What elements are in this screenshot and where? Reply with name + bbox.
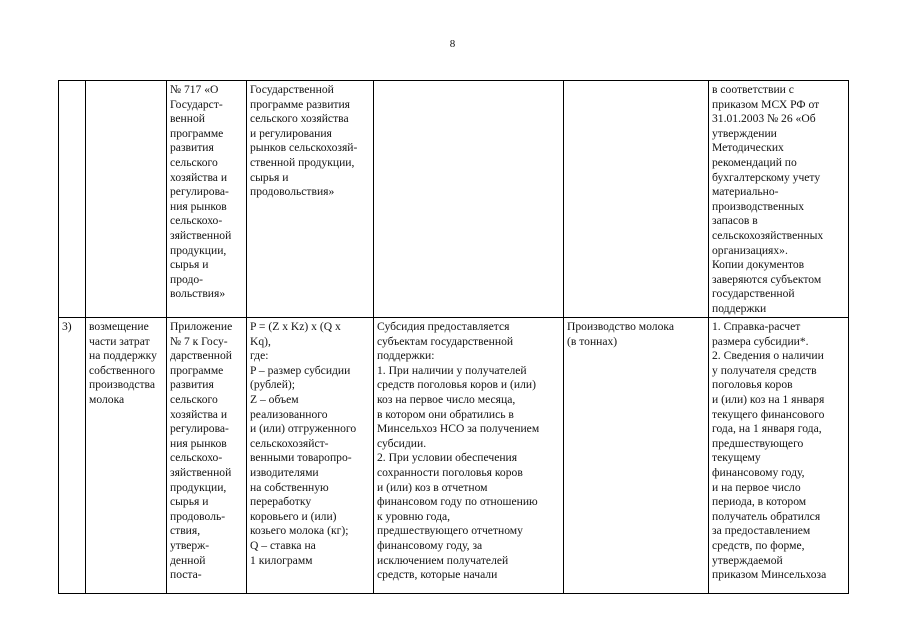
cell-line: № 717 «О [170, 83, 219, 96]
cell-line: приказом Минсельхоза [712, 568, 827, 582]
cell-line: текущему [712, 451, 761, 465]
cell-line: коровьего и (или) [250, 509, 337, 523]
cell-line: продукции, [170, 243, 227, 257]
cell-line: исключением получателей [377, 553, 509, 567]
cell-line: получатель обратился [712, 509, 821, 523]
cell-line: рынков сельскохозяй- [250, 141, 358, 155]
cell-line: части затрат [89, 334, 150, 348]
cell-line: поддержки: [377, 349, 435, 363]
cell-line: средств поголовья коров и (или) [377, 378, 536, 392]
cell-line: сельского [170, 392, 218, 406]
cell-line: 1 килограмм [250, 553, 313, 567]
cell-line: сельскохо- [170, 214, 223, 228]
cell-line: развития [170, 141, 214, 155]
cell-line: Q – ставка на [250, 538, 316, 552]
cell-line: развития [170, 378, 214, 392]
cell-line: бухгалтерскому учету [712, 170, 821, 184]
cell-line: и (или) отгруженного [250, 422, 357, 436]
cell-line: размера субсидии*. [712, 334, 809, 348]
cell-line: программе [170, 363, 224, 377]
subsidy-table [58, 80, 849, 594]
cell-line: коз на первое число месяца, [377, 392, 516, 406]
cell-line: Государственной [250, 83, 334, 96]
cell-line: производства [89, 378, 156, 392]
cell-line: производственных [712, 199, 805, 213]
cell-line: предшествующего отчетному [377, 524, 523, 538]
cell-line: хозяйства и [170, 170, 228, 184]
cell-line: к уровню года, [377, 509, 451, 523]
cell-line: возмещение [89, 320, 149, 333]
cell-line: молока [89, 392, 125, 406]
cell-line: в котором они обратились в [377, 407, 514, 421]
cell-formula [247, 318, 374, 594]
cell-line: запасов в [712, 214, 758, 228]
cell-line: периода, в котором [712, 495, 807, 509]
cell-line: сельскохо- [170, 451, 223, 465]
cell-line: Методических [712, 141, 784, 155]
cell-line: поддержки [712, 301, 767, 315]
cell-line: заверяются субъектом [712, 272, 822, 286]
cell-line: 31.01.2003 № 26 «Об [712, 112, 816, 126]
cell-line: регулирова- [170, 185, 229, 199]
cell-line: Z – объем [250, 392, 299, 406]
cell-line: продоволь- [170, 509, 226, 523]
cell-result-indicator [564, 318, 709, 594]
cell-line: на поддержку [89, 349, 157, 363]
cell-line: поголовья коров [712, 378, 793, 392]
cell-line: ственной продукции, [250, 155, 355, 169]
cell-line: у получателя средств [712, 363, 817, 377]
cell-line: приказом МСХ РФ от [712, 97, 820, 111]
cell-line: венными товаропро- [250, 451, 352, 465]
cell-line: № 7 к Госу- [170, 334, 228, 348]
cell-line: 1. При наличии у получателей [377, 363, 527, 377]
cell-line: реализованного [250, 407, 328, 421]
cell-documents [709, 318, 849, 594]
cell-line: (рублей); [250, 378, 295, 392]
cell-line: текущего финансового [712, 407, 825, 421]
cell-line: средств, которые начали [377, 568, 498, 582]
cell-line: Субсидия предоставляется [377, 320, 510, 333]
cell-support-name [86, 81, 167, 318]
cell-line: венной [170, 112, 205, 126]
cell-line: Kq), [250, 334, 271, 348]
cell-line: и на первое число [712, 480, 801, 494]
table-row [59, 318, 849, 594]
cell-line: рекомендаций по [712, 155, 797, 169]
cell-line: хозяйства и [170, 407, 228, 421]
cell-line: предшествующего [712, 436, 804, 450]
cell-line: за предоставлением [712, 524, 811, 538]
cell-line: и регулирования [250, 126, 332, 140]
cell-line: сельскохозяйственных [712, 228, 824, 242]
cell-line: собственного [89, 363, 156, 377]
cell-line: продовольствия» [250, 185, 335, 199]
cell-line: зяйственной [170, 465, 232, 479]
cell-line: Приложение [170, 320, 233, 333]
cell-conditions [374, 81, 564, 318]
cell-line: утверждении [712, 126, 777, 140]
cell-line: (в тоннах) [567, 334, 618, 348]
cell-line: в соответствии с [712, 83, 794, 96]
cell-legal-basis [167, 318, 247, 594]
cell-line: где: [250, 349, 269, 363]
cell-line: сырья и [170, 495, 209, 509]
cell-line: продукции, [170, 480, 227, 494]
cell-line: сохранности поголовья коров [377, 465, 523, 479]
cell-line: дарственной [170, 349, 233, 363]
cell-line: и (или) коз в отчетном [377, 480, 488, 494]
page-number: 8 [449, 38, 456, 50]
cell-line: P – размер субсидии [250, 363, 351, 377]
cell-line: на собственную [250, 480, 329, 494]
cell-line: ния рынков [170, 436, 227, 450]
cell-line: Государст- [170, 97, 223, 111]
cell-line: и (или) коз на 1 января [712, 392, 825, 406]
cell-line: сельского [170, 155, 218, 169]
cell-line: ния рынков [170, 199, 227, 213]
cell-number [59, 81, 86, 318]
cell-line: продо- [170, 272, 204, 286]
cell-line: государственной [712, 287, 795, 301]
cell-legal-basis [167, 81, 247, 318]
cell-line: финансовому году, за [377, 538, 483, 552]
cell-line: изводителями [250, 465, 319, 479]
cell-documents [709, 81, 849, 318]
table-row [59, 81, 849, 318]
cell-line: средств, по форме, [712, 538, 805, 552]
cell-result-indicator [564, 81, 709, 318]
cell-line: программе [170, 126, 224, 140]
cell-line: финансовом году по отношению [377, 495, 538, 509]
cell-line: козьего молока (кг); [250, 524, 349, 538]
cell-line: программе развития [250, 97, 351, 111]
cell-line: зяйственной [170, 228, 232, 242]
cell-line: регулирова- [170, 422, 229, 436]
cell-formula [247, 81, 374, 318]
cell-line: вольствия» [170, 287, 226, 301]
cell-conditions [374, 318, 564, 594]
cell-line: утверждаемой [712, 553, 783, 567]
cell-line: денной [170, 553, 206, 567]
cell-line: 2. Сведения о наличии [712, 349, 824, 363]
cell-line: сырья и [170, 258, 209, 272]
cell-line: организациях». [712, 243, 788, 257]
cell-number [59, 318, 86, 594]
cell-line: переработку [250, 495, 312, 509]
cell-line: Копии документов [712, 258, 805, 272]
cell-line: 1. Справка-расчет [712, 320, 801, 333]
cell-line: субсидии. [377, 436, 427, 450]
cell-line: года, на 1 января года, [712, 422, 822, 436]
cell-line: сырья и [250, 170, 289, 184]
cell-line: Производство молока [567, 320, 674, 333]
cell-line: финансовому году, [712, 465, 805, 479]
cell-line: материально- [712, 185, 779, 199]
cell-line: сельского хозяйства [250, 112, 349, 126]
cell-line: сельскохозяйст- [250, 436, 329, 450]
cell-line: ствия, [170, 524, 201, 538]
cell-line: утверж- [170, 538, 210, 552]
cell-support-name [86, 318, 167, 594]
cell-line: поста- [170, 568, 202, 582]
cell-line: P = (Z x Kz) x (Q x [250, 320, 341, 333]
cell-line: субъектам государственной [377, 334, 514, 348]
cell-line: Минсельхоз НСО за получением [377, 422, 540, 436]
cell-line: 2. При условии обеспечения [377, 451, 518, 465]
cell-line: 3) [62, 320, 72, 333]
